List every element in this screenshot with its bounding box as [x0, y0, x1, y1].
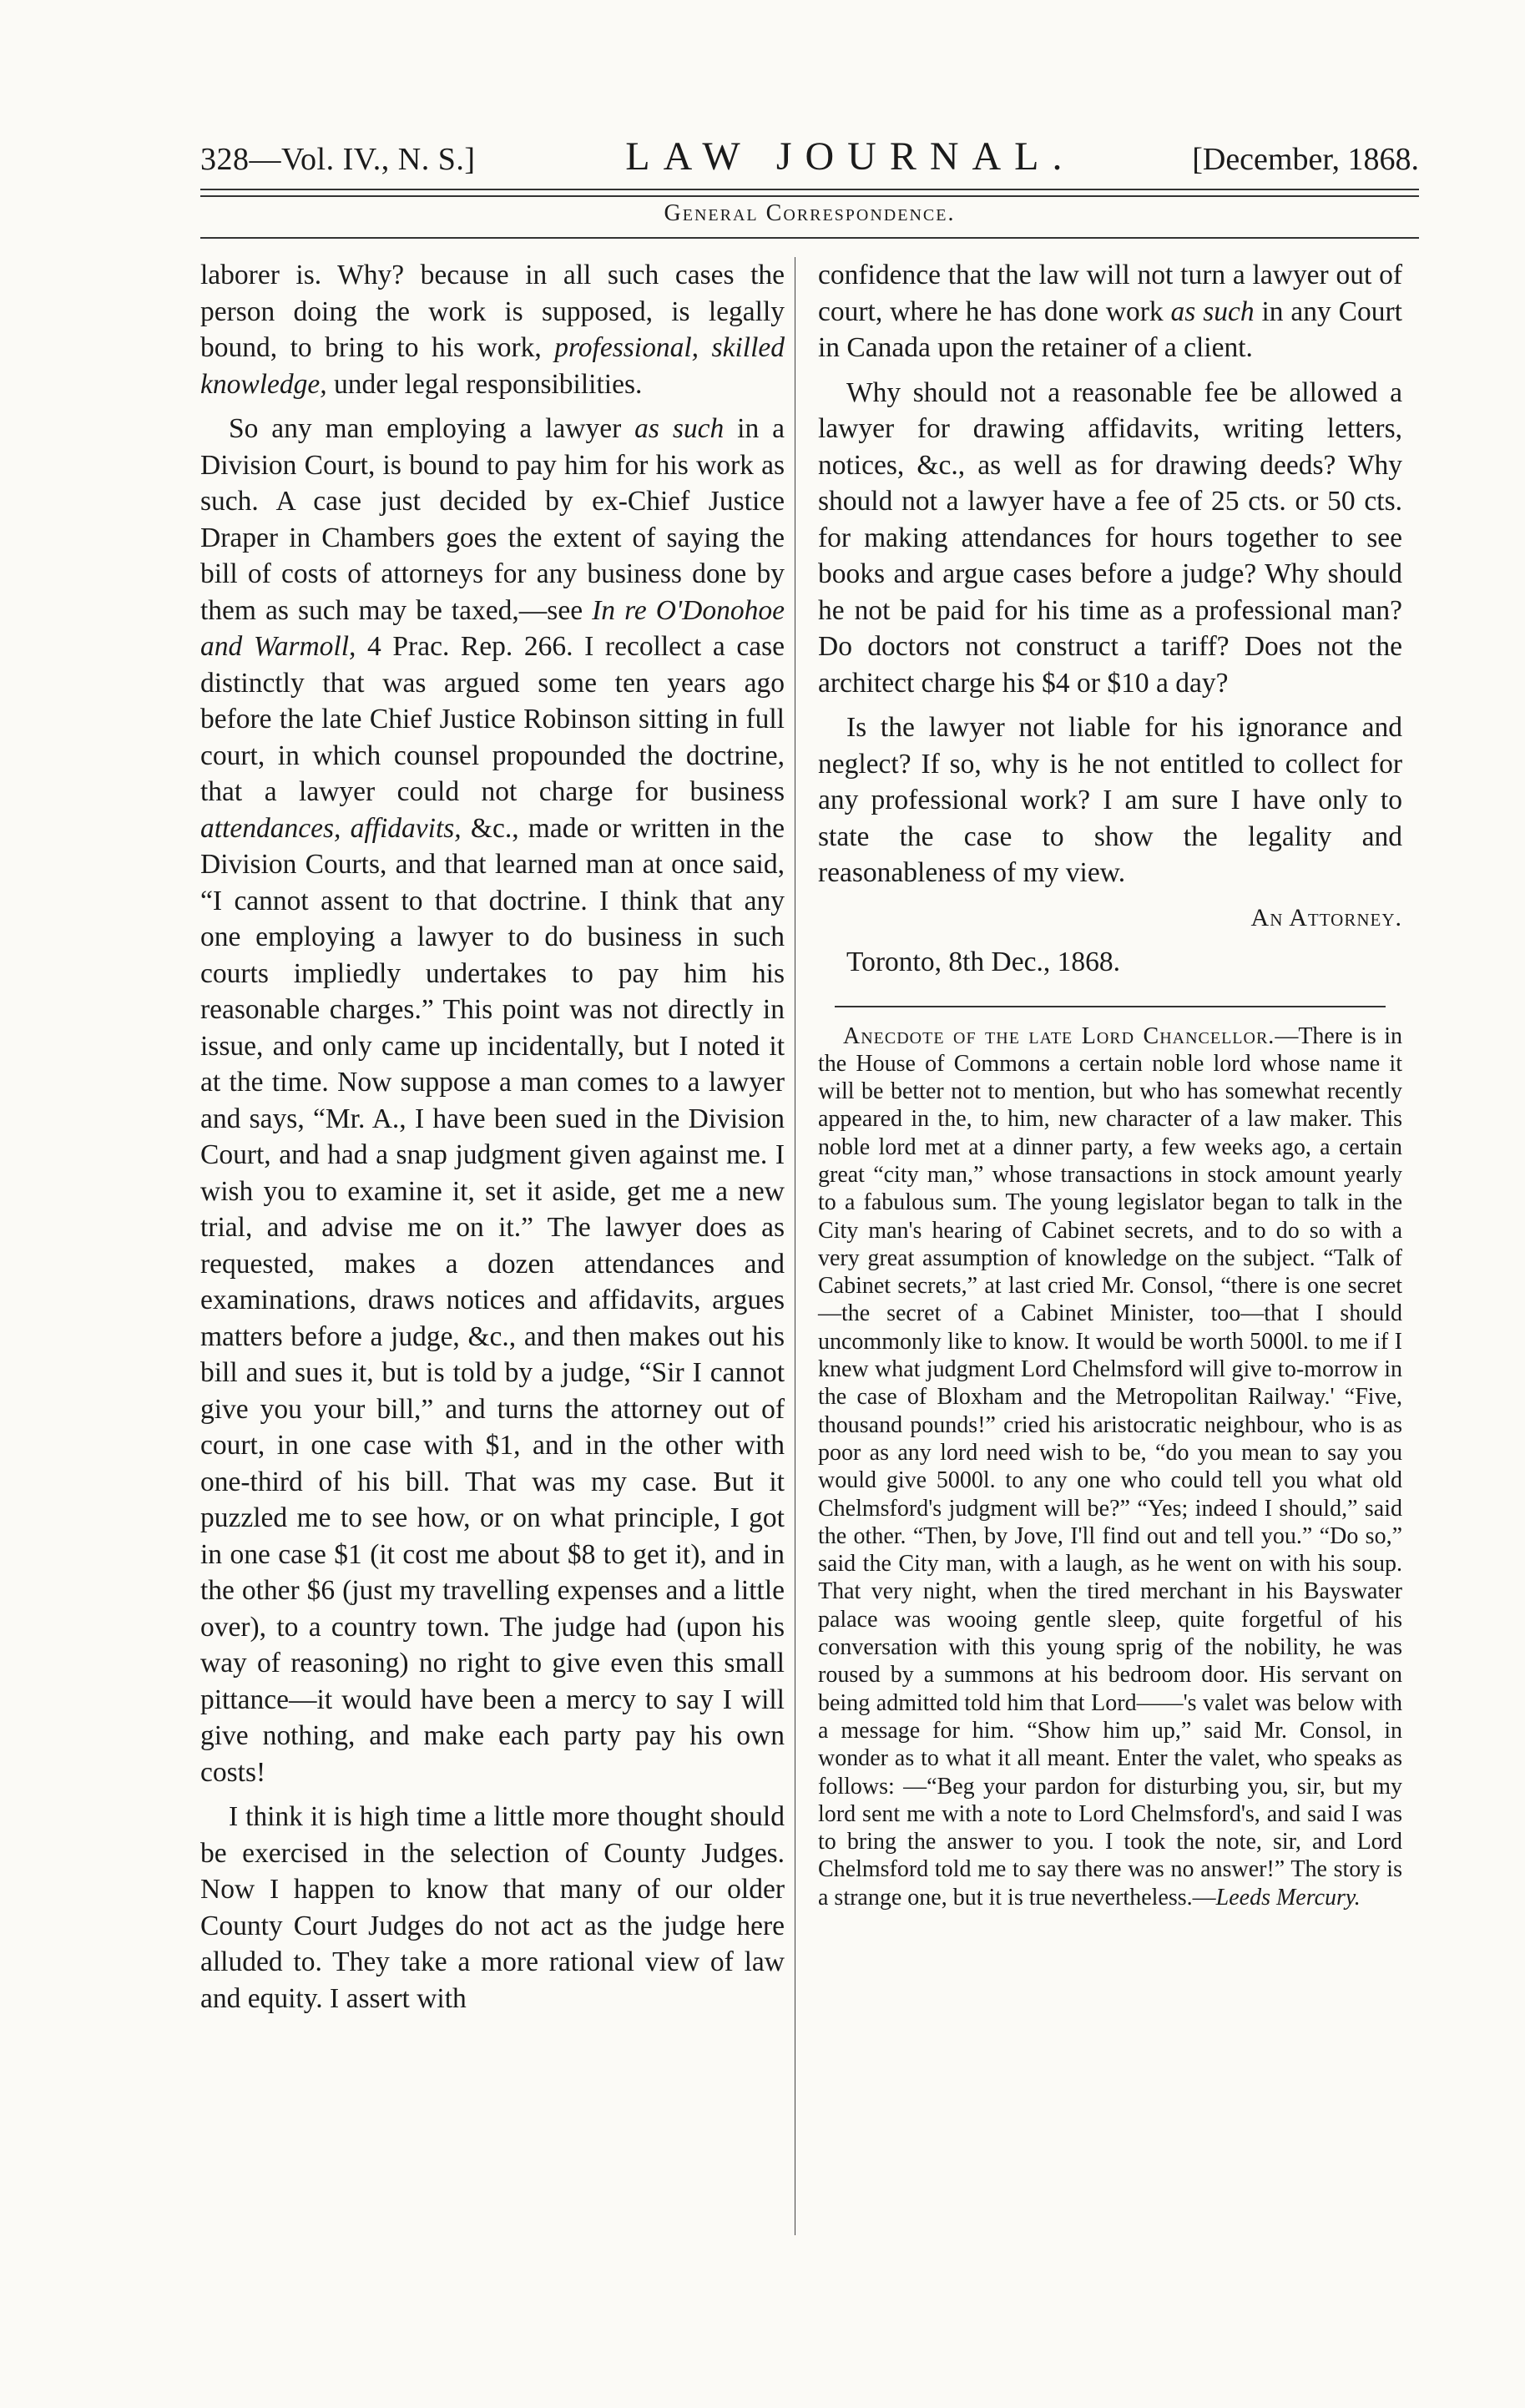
paragraph: Why should not a reasonable fee be allowed a lawyer for drawing affidavits, writing letters, notices, &c., as well as for drawing deeds? Why should not a lawyer have a fee of 25 cts. or 50 cts. for making attendances for hours together to see books and argue cases before a judge? Why should he not be paid for his time as a professional man? Do doctors not construct a tariff? Does not the architect charge his $4 or $10 a day?	[818, 376, 1402, 699]
paragraph: Is the lawyer not liable for his ignorance and neglect? If so, why is he not entitled to collect for any professional work? I am sure I have only to state the case to show the legality and reasonableness of my view.	[818, 712, 1402, 888]
paragraph: laborer is. Why? because in all such cases the person doing the work is supposed, is legally bound, to bring to his work, professional, skilled knowledge, under legal responsibilities.	[200, 260, 785, 400]
signature: An Attorney.	[1250, 903, 1402, 931]
paragraph: So any man employing a lawyer as such in a Division Court, is bound to pay him for his work as such. A case just decided by ex-Chief Justice Draper in Chambers goes the extent of saying the bill of costs of attorneys for any business done by them as such may be taxed,—see In re O'Donohoe and Warmoll, 4 Prac. Rep. 266. I recollect a case distinctly that was argued some ten years ago before the late Chief Justice Robinson sitting in full court, in which counsel propounded the doctrine, that a lawyer could not charge for business attendances, affidavits, &c., made or written in the Division Courts, and that learned man at once said, “I cannot assent to that doctrine. I think that any one employing a lawyer to do business in such courts impliedly undertakes to pay him his reasonable charges.” This point was not directly in issue, and only came up incidentally, but I noted it at the time. Now suppose a man comes to a lawyer and says, “Mr. A., I have been sued in the Division Court, and had a snap judgment given against me. I wish you to examine it, set it aside, get me a new trial, and advise me on it.” The lawyer does as requested, makes a dozen attendances and examinations, draws notices and affidavits, argues matters before a judge, &c., and then makes out his bill and sues it, but is told by a judge, “Sir I cannot give you your bill,” and turns the attorney out of court, in one case with $1, and in the other with one-third of his bill. That was my case. But it puzzled me to see how, or on what principle, I got in one case $1 (it cost me about $8 to get it), and in the other $6 (just my travelling expenses and a little over), to a country town. The judge had (upon his way of reasoning) no right to give even this small pittance—it would have been a mercy to say I will give nothing, and make each party pay his own costs!	[200, 413, 785, 1788]
anecdote-rule	[835, 1006, 1386, 1007]
section-title: General Correspondence.	[664, 200, 956, 226]
paragraph: I think it is high time a little more thought should be exercised in the selection of County Judges. Now I happen to know that many of our older County Court Judges do not act as the judge here alluded to. They take a more rational view of law and equity. I assert with	[200, 1801, 785, 2014]
paragraph: confidence that the law will not turn a lawyer out of court, where he has done work as such in any Court in Canada upon the retainer of a client.	[818, 260, 1402, 363]
header-double-rule	[200, 189, 1419, 197]
page-volume-label: 328—Vol. IV., N. S.]	[200, 142, 476, 177]
anecdote-source: Leeds Mercury.	[1215, 1884, 1361, 1911]
running-header	[200, 134, 1419, 184]
journal-title: LAW JOURNAL.	[625, 134, 1076, 179]
right-column	[818, 257, 1402, 1920]
anecdote-paragraph: Anecdote of the late Lord Chancellor.—There is in the House of Commons a certain noble lord whose name it will be better not to mention, but who has somewhat recently appeared in the, to him, new character of a law maker. This noble lord met at a dinner party, a few weeks ago, a certain great “city man,” whose transactions in stock amount yearly to a fabulous sum. The young legislator began to talk in the City man's hearing of Cabinet secrets, and to do so with a very great assumption of knowledge on the subject. “Talk of Cabinet secrets,” at last cried Mr. Consol, “there is one secret—the secret of a Cabinet Minister, too—that I should uncommonly like to know. It would be worth 5000l. to me if I knew what judgment Lord Chelmsford will give to-morrow in the case of Bloxham and the Metropolitan Railway.' “Five, thousand pounds!” cried his aristocratic neighbour, who is as poor as any lord need wish to be, “do you mean to say you would give 5000l. to any one who could tell you what old Chelmsford's judgment will be?” “Yes; indeed I should,” said the other. “Then, by Jove, I'll find out and tell you.” “Do so,” said the City man, with a laugh, as he went on with his soup. That very night, when the tired merchant in his Bayswater palace was wooing gentle sleep, quite forgetful of his conversation with this young sprig of the nobility, he was roused by a summons at his bedroom door. His servant on being admitted told him that Lord——'s valet was below with a message for him. “Show him up,” said Mr. Consol, in wonder as to what it all meant. Enter the valet, who speaks as follows: —“Beg your pardon for disturbing you, sir, but my lord sent me with a note to Lord Chelmsford's, and said I was to bring the answer to you. I took the note, sir, and Lord Chelmsford told me to say there was no answer!” The story is a strange one, but it is true nevertheless.—Leeds Mercury.	[818, 1022, 1402, 1911]
anecdote-heading: Anecdote of the late Lord Chancellor.	[843, 1022, 1275, 1049]
left-column	[200, 257, 785, 2025]
dateline: Toronto, 8th Dec., 1868.	[846, 947, 1120, 977]
section-rule	[200, 237, 1419, 239]
issue-date: [December, 1868.	[1192, 142, 1419, 177]
